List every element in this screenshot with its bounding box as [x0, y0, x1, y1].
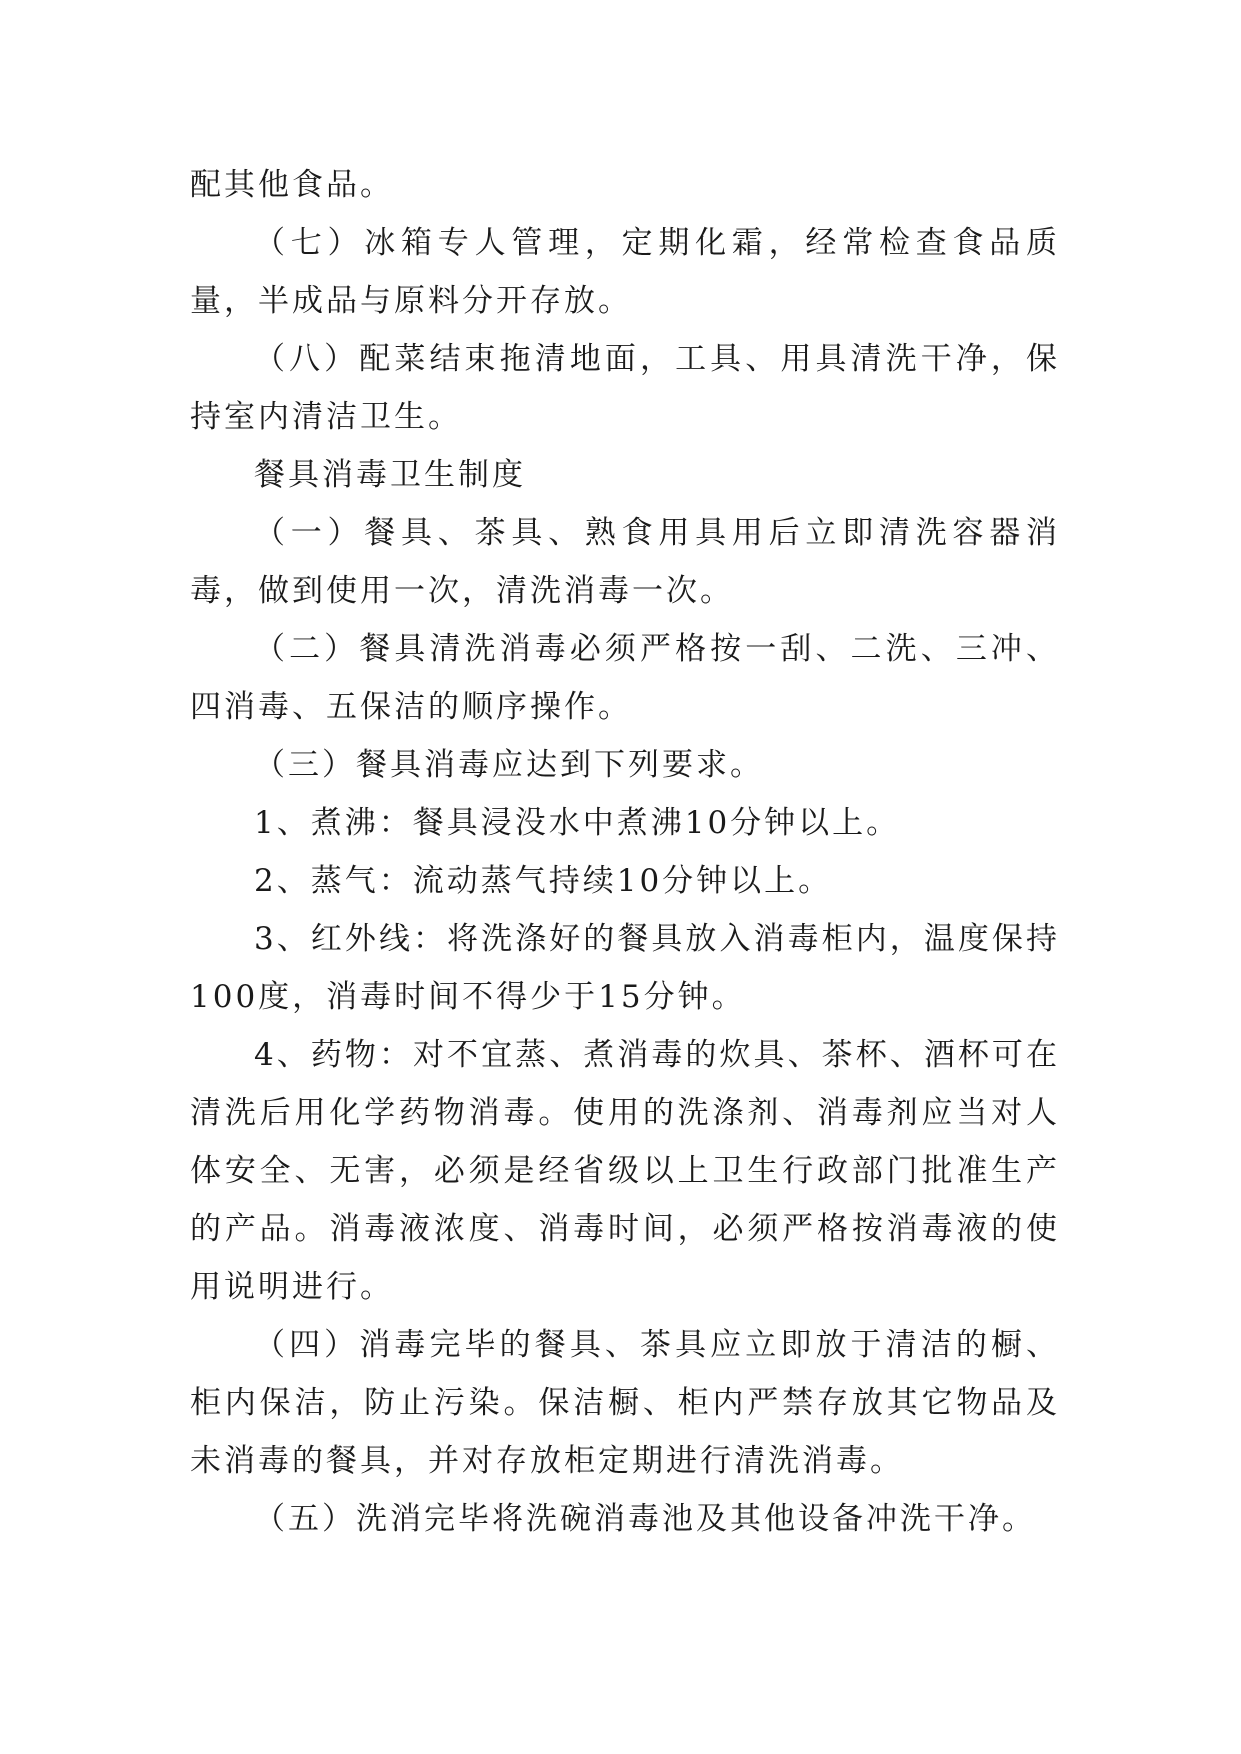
paragraph: 配其他食品。	[190, 167, 394, 203]
paragraph: （四）消毒完毕的餐具、茶具应立即放于清洁的橱、柜内保洁，防止污染。保洁橱、柜内严禁存放其它物品及未消毒的餐具，并对存放柜定期进行清洗消毒。	[190, 1327, 1060, 1479]
paragraph: （五）洗消完毕将洗碗消毒池及其他设备冲洗干净。	[254, 1501, 1036, 1537]
document-body	[190, 156, 1060, 1548]
paragraph: （一）餐具、茶具、熟食用具用后立即清洗容器消毒，做到使用一次，清洗消毒一次。	[190, 515, 1060, 609]
paragraph: （三）餐具消毒应达到下列要求。	[254, 747, 764, 783]
paragraph: 3、红外线：将洗涤好的餐具放入消毒柜内，温度保持100度，消毒时间不得少于15分钟。	[190, 921, 1060, 1015]
paragraph: 4、药物：对不宜蒸、煮消毒的炊具、茶杯、酒杯可在清洗后用化学药物消毒。使用的洗涤剂、消毒剂应当对人体安全、无害，必须是经省级以上卫生行政部门批准生产的产品。消毒液浓度、消毒时间，必须严格按消毒液的使用说明进行。	[190, 1037, 1060, 1305]
paragraph: （八）配菜结束拖清地面，工具、用具清洗干净，保持室内清洁卫生。	[190, 341, 1060, 435]
paragraph: 2、蒸气：流动蒸气持续10分钟以上。	[254, 863, 833, 899]
paragraph: （七）冰箱专人管理，定期化霜，经常检查食品质量，半成品与原料分开存放。	[190, 225, 1060, 319]
paragraph: 1、煮沸：餐具浸没水中煮沸10分钟以上。	[254, 805, 901, 841]
paragraph: （二）餐具清洗消毒必须严格按一刮、二洗、三冲、四消毒、五保洁的顺序操作。	[190, 631, 1060, 725]
section-heading: 餐具消毒卫生制度	[254, 457, 526, 493]
